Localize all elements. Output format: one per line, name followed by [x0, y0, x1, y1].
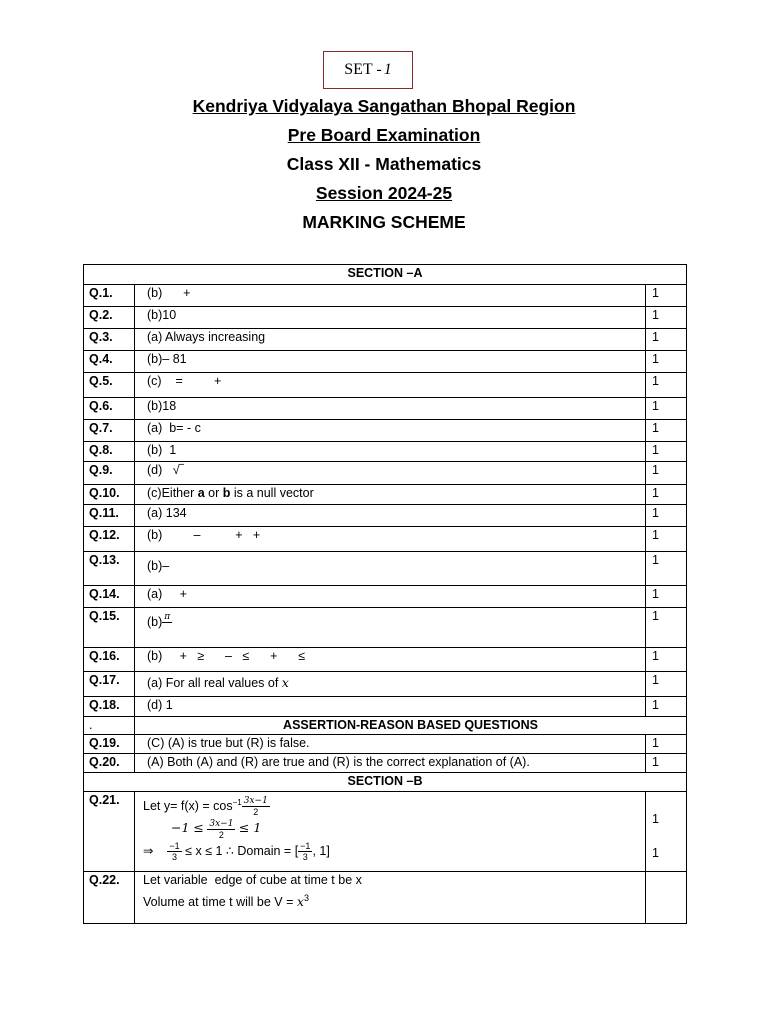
answer: (b)10	[135, 307, 646, 329]
table-row	[84, 329, 687, 351]
assertion-reason-title: ASSERTION-REASON BASED QUESTIONS	[135, 717, 687, 735]
section-b-title: SECTION –B	[84, 773, 687, 792]
table-row	[84, 672, 687, 697]
class-subject-title: Class XII - Mathematics	[286, 154, 482, 174]
table-row	[84, 307, 687, 329]
answer: (a) b= - c	[135, 420, 646, 442]
marks: 1	[646, 648, 687, 672]
marks: 1	[646, 754, 687, 773]
question-number: Q.6.	[84, 398, 135, 420]
table-row	[84, 398, 687, 420]
question-number: Q.10.	[84, 485, 135, 505]
table-row	[84, 697, 687, 717]
table-row	[84, 420, 687, 442]
question-number: Q.11.	[84, 505, 135, 527]
question-number: Q.13.	[84, 552, 135, 586]
table-row	[84, 351, 687, 373]
marks: 1	[646, 552, 687, 586]
question-number: Q.3.	[84, 329, 135, 351]
answer: (b) – + +	[135, 527, 646, 552]
marks: 1 1	[646, 792, 687, 872]
question-number: Q.17.	[84, 672, 135, 697]
section-a-header-row	[84, 265, 687, 285]
answer: (b)–	[135, 552, 646, 586]
section-a-title: SECTION –A	[84, 265, 687, 285]
marks: 1	[646, 398, 687, 420]
question-number: Q.14.	[84, 586, 135, 608]
table-row	[84, 485, 687, 505]
marks: 1	[646, 373, 687, 398]
table-row	[84, 648, 687, 672]
answer: (a) Always increasing	[135, 329, 646, 351]
question-number: Q.20.	[84, 754, 135, 773]
marks: 1	[646, 329, 687, 351]
question-number: Q.16.	[84, 648, 135, 672]
answer-q22: Let variable edge of cube at time t be x Volume at time t will be $V = x^3$	[135, 872, 646, 924]
row-marker: .	[84, 717, 135, 735]
table-row	[84, 285, 687, 307]
answer: (d) 1	[135, 697, 646, 717]
question-number: Q.4.	[84, 351, 135, 373]
answer: (c) = +	[135, 373, 646, 398]
table-row	[84, 527, 687, 552]
question-number: Q.12.	[84, 527, 135, 552]
answer: (d) √‾	[135, 462, 646, 485]
marks: 1	[646, 351, 687, 373]
answer: (b)– 81	[135, 351, 646, 373]
answer: (a) +	[135, 586, 646, 608]
answer: (a) 134	[135, 505, 646, 527]
answer: (c)Either a or b is a null vector	[135, 485, 646, 505]
answer-q21: Let $y= f(x) = \cos^{-1}$ $\frac{3x-1}{2}$ −1 ≤ $\frac{3x-1}{2}$ ≤ 1 ⇒ $\frac{-1}{3}$ ≤ x ≤ 1 ∴ Domain = [ $\frac{-1}{3}$ , 1]	[135, 792, 646, 872]
question-number: Q.15.	[84, 608, 135, 648]
table-row	[84, 792, 687, 872]
marks: 1	[646, 307, 687, 329]
marks: 1	[646, 527, 687, 552]
table-row	[84, 462, 687, 485]
answer: (a) For all real values of x	[135, 672, 646, 697]
marks: 1	[646, 735, 687, 754]
answer: (b) + ≥ – ≤ + ≤	[135, 648, 646, 672]
table-row	[84, 754, 687, 773]
question-number: Q.8.	[84, 442, 135, 462]
table-row	[84, 872, 687, 924]
question-number: Q.19.	[84, 735, 135, 754]
question-number: Q.9.	[84, 462, 135, 485]
answer: (A) Both (A) and (R) are true and (R) is the correct explanation of (A).	[135, 754, 646, 773]
answer: (C) (A) is true but (R) is false.	[135, 735, 646, 754]
question-number: Q.2.	[84, 307, 135, 329]
table-row	[84, 552, 687, 586]
marking-scheme-title: MARKING SCHEME	[302, 212, 466, 232]
assertion-reason-header-row	[84, 717, 687, 735]
set-number: 1	[383, 61, 392, 78]
marks: 1	[646, 608, 687, 648]
marks: 1	[646, 672, 687, 697]
marks: 1	[646, 285, 687, 307]
table-row	[84, 735, 687, 754]
marks: 1	[646, 462, 687, 485]
organization-title: Kendriya Vidyalaya Sangathan Bhopal Region	[192, 96, 576, 116]
question-number: Q.21.	[84, 792, 135, 872]
table-row	[84, 586, 687, 608]
marks: 1	[646, 505, 687, 527]
table-row	[84, 442, 687, 462]
marks: 1	[646, 697, 687, 717]
marking-scheme-table	[83, 264, 687, 924]
marks: 1	[646, 485, 687, 505]
question-number: Q.1.	[84, 285, 135, 307]
table-row	[84, 505, 687, 527]
table-row	[84, 608, 687, 648]
answer: (b) π	[135, 608, 646, 648]
exam-title: Pre Board Examination	[287, 125, 481, 145]
set-label-box	[323, 51, 413, 89]
section-b-header-row	[84, 773, 687, 792]
session-title: Session 2024-25	[315, 183, 453, 203]
set-label: SET -	[344, 61, 382, 78]
answer: (b) +	[135, 285, 646, 307]
marks: 1	[646, 442, 687, 462]
question-number: Q.22.	[84, 872, 135, 924]
answer: (b) 1	[135, 442, 646, 462]
question-number: Q.7.	[84, 420, 135, 442]
question-number: Q.18.	[84, 697, 135, 717]
marks: 1	[646, 586, 687, 608]
table-row	[84, 373, 687, 398]
marks: 1	[646, 420, 687, 442]
question-number: Q.5.	[84, 373, 135, 398]
marks	[646, 872, 687, 924]
answer: (b)18	[135, 398, 646, 420]
